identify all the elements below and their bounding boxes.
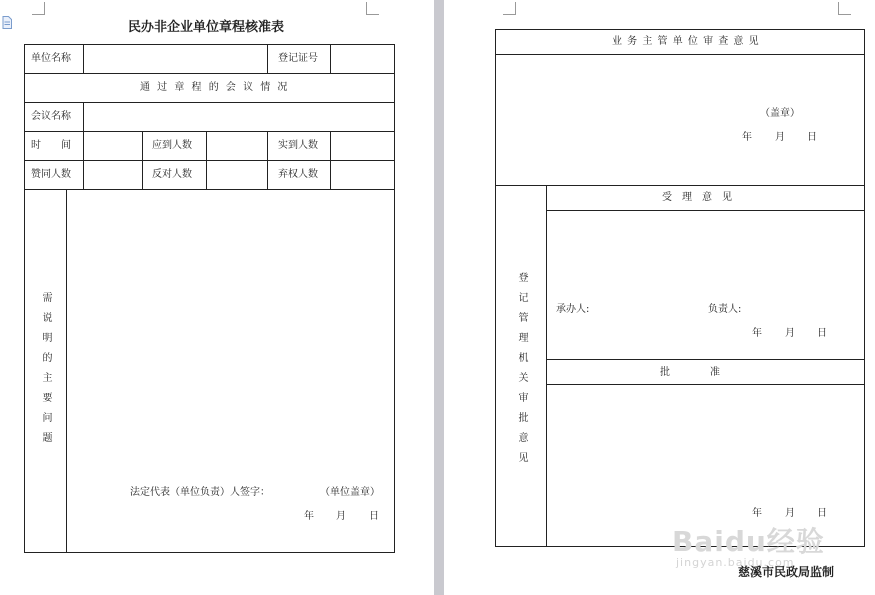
supervisor-seal-label: （盖章） [760, 108, 800, 119]
actual-count-label: 实到人数 [278, 140, 318, 151]
time-label: 时 间 [31, 140, 71, 151]
accept-date-month: 月 [785, 328, 795, 339]
accept-date-year: 年 [752, 328, 762, 339]
registry-approval-label: 登记管理机关审批意见 [516, 272, 527, 472]
page-divider [434, 0, 444, 595]
supervisor-date-month: 月 [775, 132, 785, 143]
unit-name-field[interactable] [86, 46, 264, 70]
approval-date-year: 年 [752, 508, 762, 519]
accept-date-day: 日 [817, 328, 827, 339]
document-icon [2, 16, 12, 29]
oppose-count-field[interactable] [209, 162, 264, 186]
notes-label: 需说明的主要问题 [40, 292, 51, 452]
expected-count-field[interactable] [209, 133, 264, 157]
date-day: 日 [369, 511, 379, 522]
supervisor-review-field[interactable] [499, 57, 860, 102]
handler-label: 承办人: [556, 304, 590, 315]
responsible-label: 负责人: [708, 304, 742, 315]
seal-label: （单位盖章） [320, 487, 380, 498]
page-corner-mark [366, 2, 379, 15]
expected-count-label: 应到人数 [152, 140, 192, 151]
page-corner-mark [838, 2, 851, 15]
supervisor-review-header: 业 务 主 管 单 位 审 查 意 见 [612, 36, 760, 47]
accept-opinion-header: 受 理 意 见 [662, 192, 732, 203]
time-field[interactable] [86, 133, 139, 157]
date-year: 年 [304, 511, 314, 522]
date-month: 月 [336, 511, 346, 522]
meeting-section-header: 通 过 章 程 的 会 议 情 况 [140, 82, 290, 93]
abstain-count-label: 弃权人数 [278, 169, 318, 180]
approval-header: 批 准 [660, 367, 720, 378]
supervisor-date-day: 日 [807, 132, 817, 143]
actual-count-field[interactable] [333, 133, 391, 157]
accept-opinion-field[interactable] [550, 213, 860, 295]
issuer-footer: 慈溪市民政局监制 [738, 565, 835, 579]
unit-name-label: 单位名称 [31, 53, 71, 64]
abstain-count-field[interactable] [333, 162, 391, 186]
approval-field[interactable] [550, 387, 860, 497]
meeting-name-field[interactable] [86, 104, 391, 128]
notes-field[interactable] [70, 192, 390, 480]
page-corner-mark [503, 2, 516, 15]
reg-no-field[interactable] [333, 46, 391, 70]
signature-label: 法定代表（单位负责）人签字： [130, 487, 270, 498]
agree-count-field[interactable] [86, 162, 139, 186]
agree-count-label: 赞同人数 [31, 169, 71, 180]
approval-date-month: 月 [785, 508, 795, 519]
form-title: 民办非企业单位章程核准表 [128, 20, 285, 35]
meeting-name-label: 会议名称 [31, 111, 71, 122]
page-corner-mark [32, 2, 45, 15]
baidu-watermark-logo: Baidu经验 [672, 525, 825, 558]
supervisor-date-year: 年 [742, 132, 752, 143]
reg-no-label: 登记证号 [278, 53, 318, 64]
approval-date-day: 日 [817, 508, 827, 519]
oppose-count-label: 反对人数 [152, 169, 192, 180]
baidu-watermark-url: jingyan.baidu.com [676, 556, 795, 569]
